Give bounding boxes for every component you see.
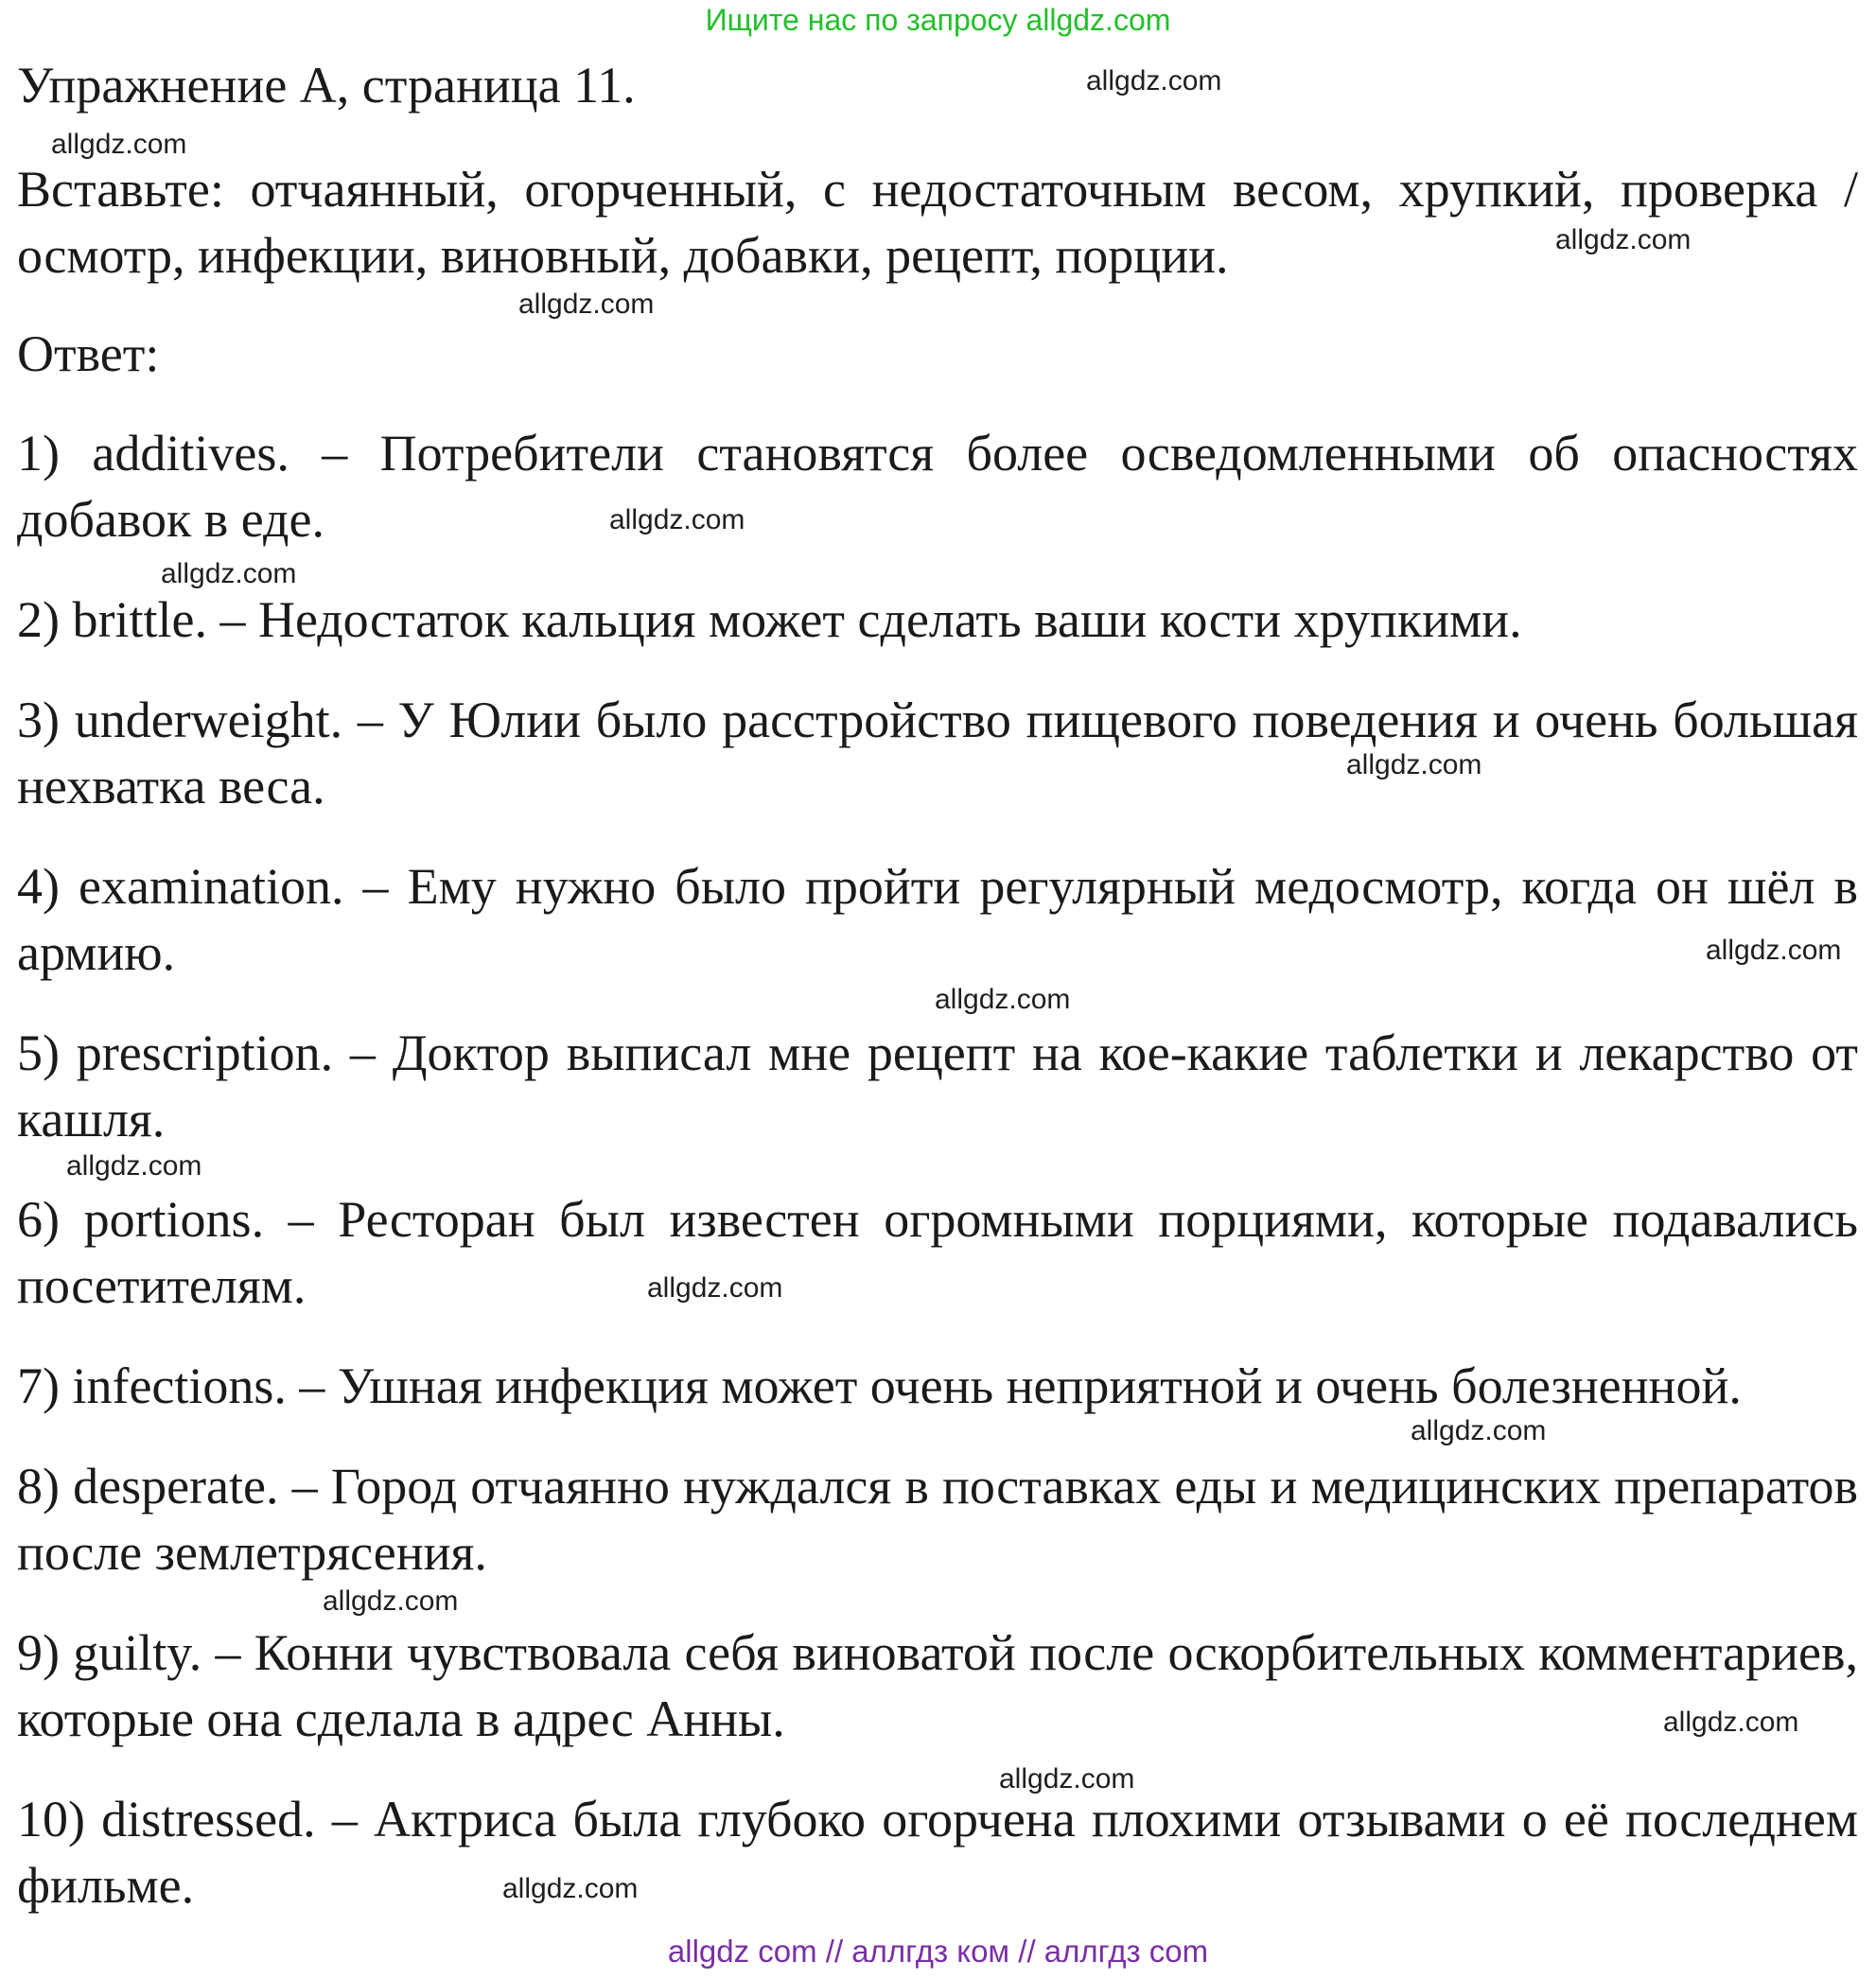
watermark: allgdz.com bbox=[1706, 935, 1842, 966]
watermark: allgdz.com bbox=[1555, 224, 1692, 255]
answer-item-5: 5) prescription. – Доктор выписал мне рецепт на кое-какие таблетки и лекарство от кашля. bbox=[17, 1025, 1858, 1147]
watermark: allgdz.com bbox=[51, 129, 187, 160]
watermark: allgdz.com bbox=[609, 504, 745, 535]
instruction-text: Вставьте: отчаянный, огорченный, с недостаточным весом, хрупкий, проверка / осмотр, инфекции, виновный, добавки, рецепт, порции. bbox=[17, 161, 1858, 284]
watermark: allgdz.com bbox=[999, 1763, 1135, 1795]
watermark: allgdz.com bbox=[1663, 1707, 1799, 1738]
answer-label: Ответ: bbox=[17, 325, 160, 382]
answer-item-3: 3) underweight. – У Юлии было расстройство пищевого поведения и очень большая нехватка веса. bbox=[17, 692, 1858, 814]
watermark: allgdz.com bbox=[518, 289, 655, 320]
watermark: allgdz.com bbox=[1346, 749, 1482, 780]
answer-item-6: 6) portions. – Ресторан был известен огромными порциями, которые подавались посетителям. bbox=[17, 1191, 1858, 1314]
answer-item-9: 9) guilty. – Конни чувствовала себя виноватой после оскорбительных комментариев, которые она сделала в адрес Анны. bbox=[17, 1624, 1858, 1747]
answer-item-4: 4) examination. – Ему нужно было пройти регулярный медосмотр, когда он шёл в армию. bbox=[17, 858, 1858, 981]
top-banner: Ищите нас по запросу allgdz.com bbox=[705, 3, 1171, 37]
answer-item-10: 10) distressed. – Актриса была глубоко огорчена плохими отзывами о её последнем фильме. bbox=[17, 1791, 1858, 1914]
watermark: allgdz.com bbox=[935, 984, 1071, 1015]
watermark: allgdz.com bbox=[1086, 65, 1222, 96]
watermark: allgdz.com bbox=[323, 1585, 459, 1617]
watermark: allgdz.com bbox=[502, 1873, 639, 1904]
answer-item-8: 8) desperate. – Город отчаянно нуждался в поставках еды и медицинских препаратов после землетрясения. bbox=[17, 1458, 1858, 1581]
watermark: allgdz.com bbox=[1411, 1415, 1547, 1446]
watermark: allgdz.com bbox=[161, 558, 297, 589]
bottom-banner: allgdz com // аллгдз ком // аллгдз com bbox=[667, 1934, 1209, 1969]
watermark: allgdz.com bbox=[647, 1272, 783, 1304]
answer-item-1: 1) additives. – Потребители становятся более осведомленными об опасностях добавок в еде. bbox=[17, 425, 1858, 548]
answer-item-7: 7) infections. – Ушная инфекция может очень неприятной и очень болезненной. bbox=[17, 1357, 1742, 1414]
exercise-heading: Упражнение A, страница 11. bbox=[17, 57, 636, 114]
answer-item-2: 2) brittle. – Недостаток кальция может сделать ваши кости хрупкими. bbox=[17, 591, 1522, 648]
watermark: allgdz.com bbox=[66, 1150, 202, 1182]
